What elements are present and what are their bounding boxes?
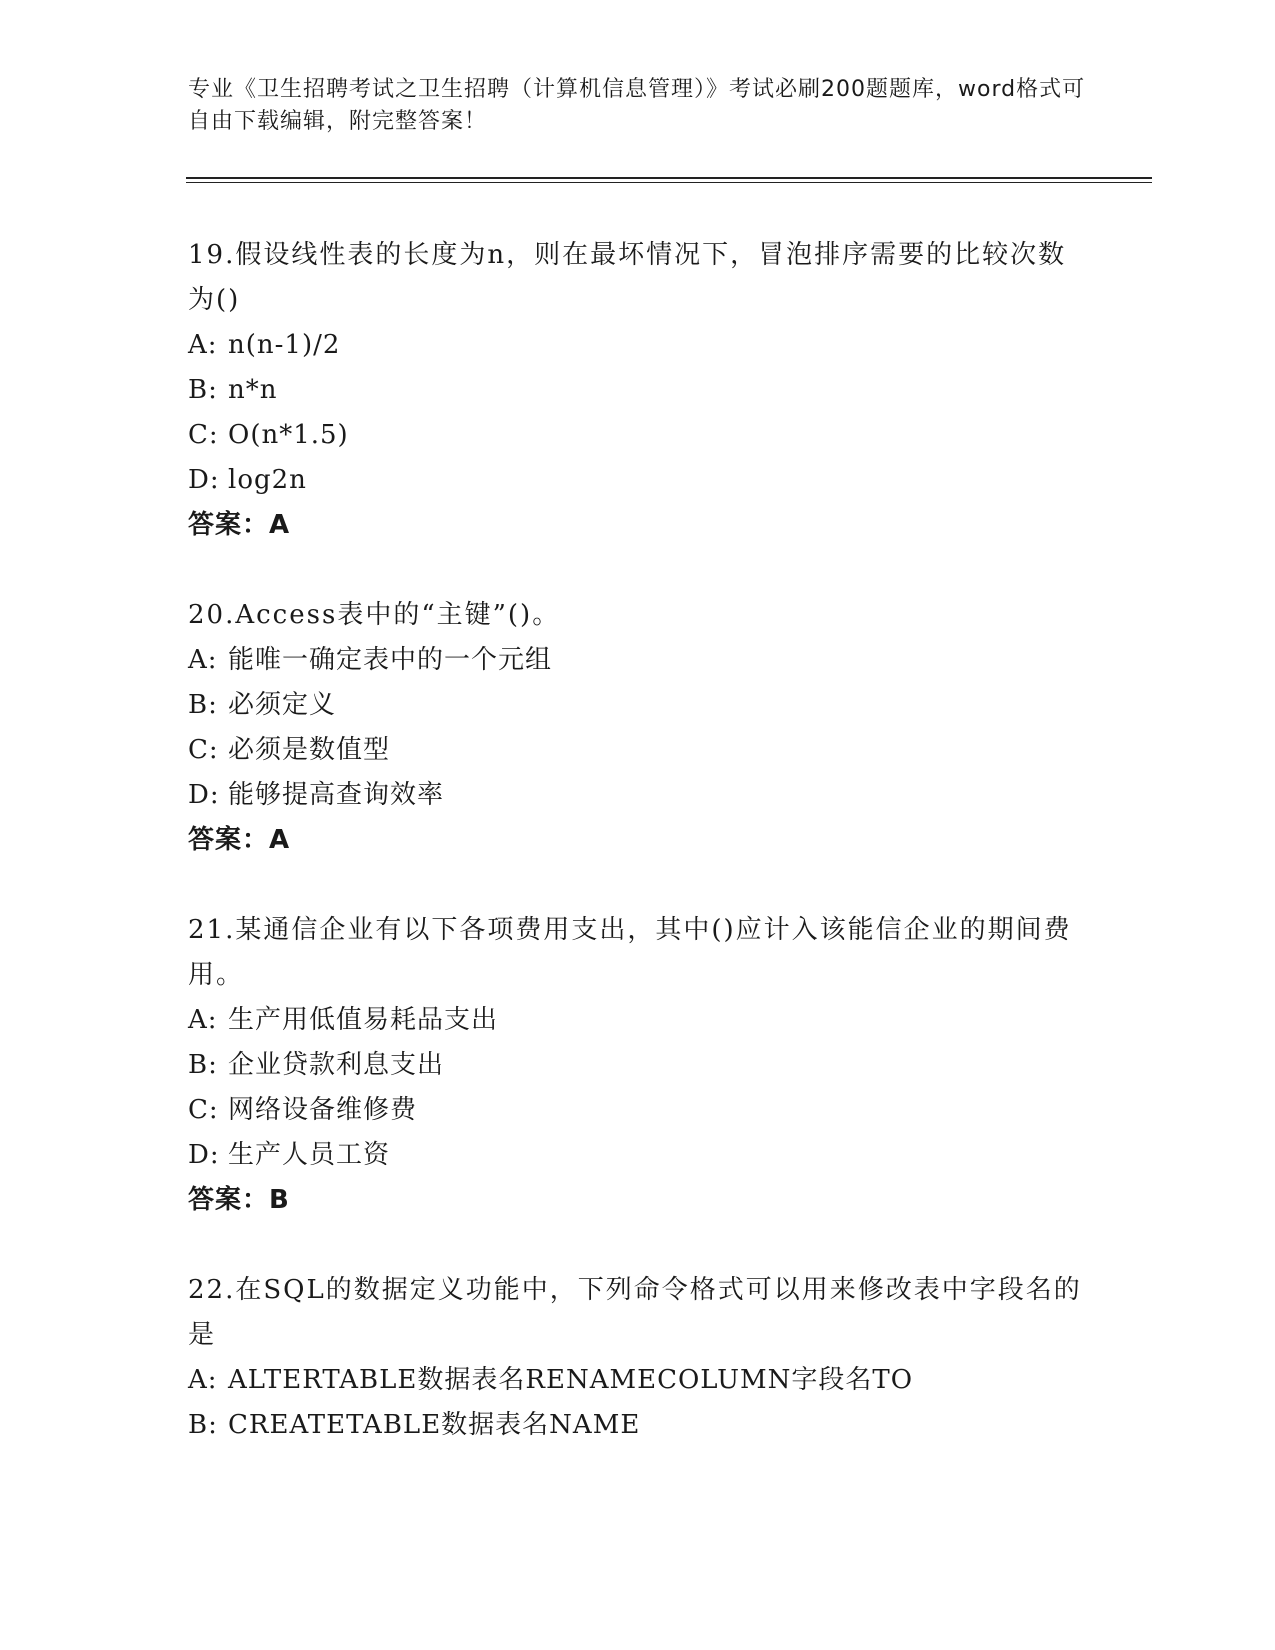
option-text: 生产人员工资 — [228, 1140, 391, 1170]
option-text: 必须是数值型 — [228, 735, 391, 765]
option-text: 网络设备维修费 — [228, 1095, 418, 1125]
option-text: 必须定义 — [228, 690, 337, 720]
option-text: 能唯一确定表中的一个元组 — [228, 645, 553, 675]
option-text: ALTERTABLE数据表名RENAMECOLUMN字段名TO — [228, 1365, 914, 1395]
option-text: n(n-1)/2 — [228, 330, 341, 360]
header-divider-thin — [186, 182, 1152, 183]
header-divider-thick — [186, 177, 1152, 179]
option-key: D: — [188, 1140, 220, 1170]
option-b — [188, 368, 1088, 413]
option-c — [188, 413, 1088, 458]
option-a — [188, 1358, 1088, 1403]
option-key: A: — [188, 1005, 218, 1035]
option-d — [188, 458, 1088, 503]
document-header — [188, 74, 1088, 138]
question-list — [188, 233, 1088, 1448]
answer-text: 答案：A — [188, 825, 291, 855]
option-key: C: — [188, 420, 219, 450]
option-a — [188, 638, 1088, 683]
option-key: C: — [188, 1095, 219, 1125]
header-intro-text: 专业《卫生招聘考试之卫生招聘（计算机信息管理）》考试必刷200题题库，word格式可自由下载编辑，附完整答案！ — [188, 77, 1086, 134]
question-22 — [188, 1268, 1088, 1448]
answer-text: 答案：B — [188, 1185, 290, 1215]
question-21 — [188, 908, 1088, 1223]
option-c — [188, 728, 1088, 773]
answer-text: 答案：A — [188, 510, 291, 540]
option-b — [188, 1403, 1088, 1448]
question-19 — [188, 233, 1088, 548]
option-d — [188, 773, 1088, 818]
option-text: log2n — [228, 465, 307, 495]
option-key: A: — [188, 1365, 218, 1395]
option-key: A: — [188, 645, 218, 675]
option-key: A: — [188, 330, 218, 360]
question-text: 20.Access表中的“主键”()。 — [188, 600, 561, 630]
question-text: 21.某通信企业有以下各项费用支出，其中()应计入该能信企业的期间费用。 — [188, 915, 1072, 990]
option-text: n*n — [228, 375, 278, 405]
option-text: O(n*1.5) — [228, 420, 349, 450]
option-key: D: — [188, 780, 220, 810]
option-key: C: — [188, 735, 219, 765]
option-key: B: — [188, 375, 218, 405]
option-key: B: — [188, 1410, 218, 1440]
option-key: B: — [188, 1050, 218, 1080]
option-a — [188, 998, 1088, 1043]
question-text: 19.假设线性表的长度为n，则在最坏情况下，冒泡排序需要的比较次数为() — [188, 240, 1067, 315]
option-text: 企业贷款利息支出 — [228, 1050, 445, 1080]
question-text: 22.在SQL的数据定义功能中，下列命令格式可以用来修改表中字段名的是 — [188, 1275, 1082, 1350]
option-text: 能够提高查询效率 — [228, 780, 445, 810]
option-b — [188, 1043, 1088, 1088]
option-text: CREATETABLE数据表名NAME — [228, 1410, 641, 1440]
option-text: 生产用低值易耗品支出 — [228, 1005, 499, 1035]
option-b — [188, 683, 1088, 728]
option-key: D: — [188, 465, 220, 495]
option-key: B: — [188, 690, 218, 720]
option-c — [188, 1088, 1088, 1133]
option-d — [188, 1133, 1088, 1178]
question-20 — [188, 593, 1088, 863]
option-a — [188, 323, 1088, 368]
